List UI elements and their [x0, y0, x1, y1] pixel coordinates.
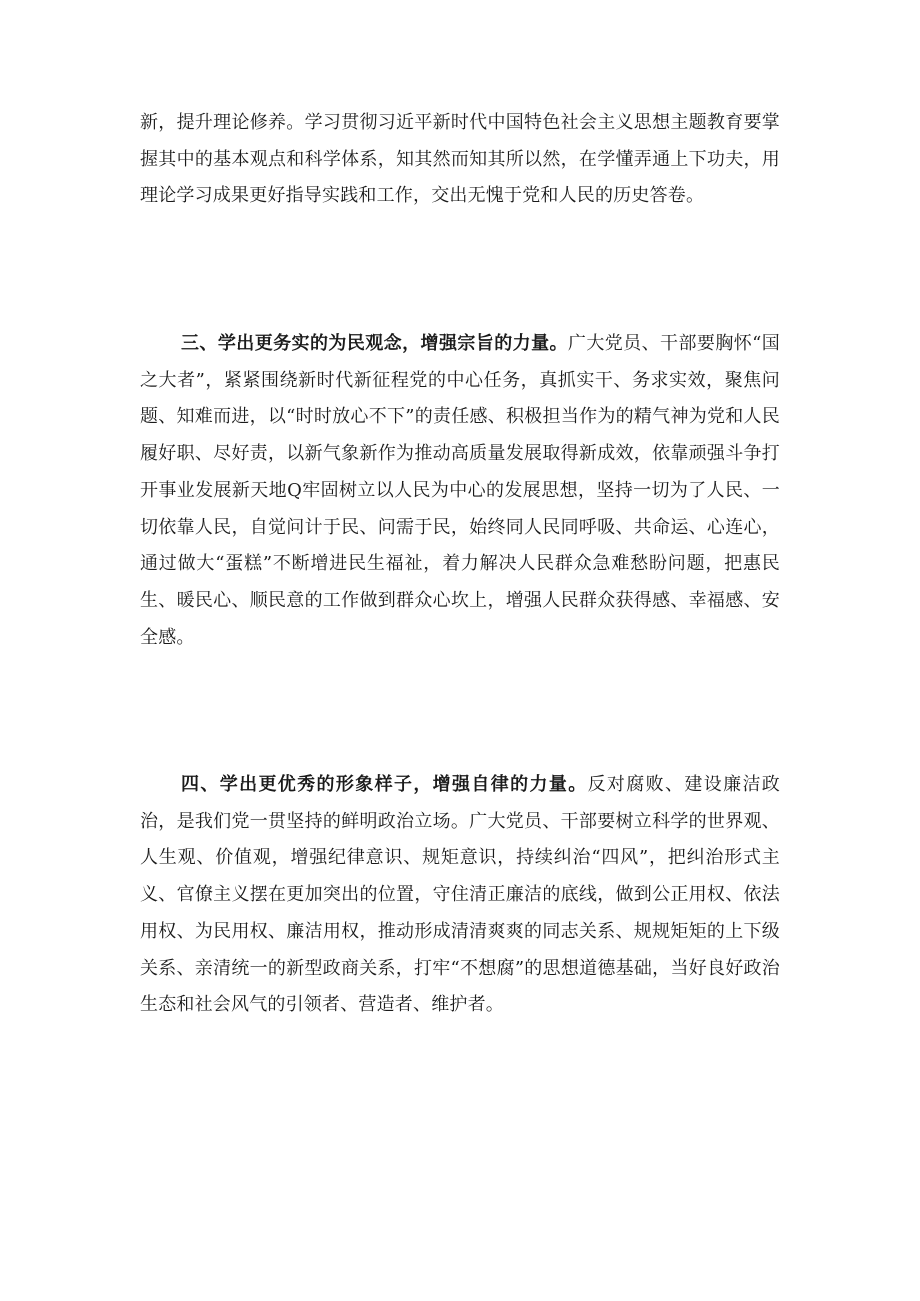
paragraph-body: 新，提升理论修养。学习贯彻习近平新时代中国特色社会主义思想主题教育要掌握其中的基本观点和科学体系，知其然而知其所以然，在学懂弄通上下功夫，用理论学习成果更好指导实践和工作，交出无愧于党和人民的历史答卷。 [140, 112, 780, 207]
section-3-heading: 三、学出更务实的为民观念，增强宗旨的力量。 [181, 333, 568, 354]
paragraph-section-4 [140, 767, 780, 1024]
section-4-body: 反对腐败、建设廉洁政治，是我们党一贯坚持的鲜明政治立场。广大党员、干部要树立科学的世界观、人生观、价值观，增强纪律意识、规矩意识，持续纠治“四风”，把纠治形式主义、官僚主义摆在更加突出的位置，守住清正廉洁的底线，做到公正用权、依法用权、为民用权、廉洁用权，推动形成清清爽爽的同志关系、规规矩矩的上下级关系、亲清统一的新型政商关系，打牢“不想腐”的思想道德基础，当好良好政治生态和社会风气的引领者、营造者、维护者。 [140, 774, 781, 1016]
paragraph-section-3 [140, 326, 780, 656]
section-4-heading: 四、学出更优秀的形象样子，增强自律的力量。 [181, 774, 588, 795]
section-3-body: 广大党员、干部要胸怀“国之大者”，紧紧围绕新时代新征程党的中心任务，真抓实干、务求实效，聚焦问题、知难而进，以“时时放心不下”的责任感、积极担当作为的精气神为党和人民履好职、尽好责，以新气象新作为推动高质量发展取得新成效，依靠顽强斗争打开事业发展新天地Q牢固树立以人民为中心的发展思想，坚持一切为了人民、一切依靠人民，自觉问计于民、问需于民，始终同人民同呼吸、共命运、心连心，通过做大“蛋糕”不断增进民生福祉，着力解决人民群众急难愁盼问题，把惠民生、暖民心、顺民意的工作做到群众心坎上，增强人民群众获得感、幸福感、安全感。 [140, 333, 780, 648]
paragraph-intro-continued [140, 105, 780, 215]
